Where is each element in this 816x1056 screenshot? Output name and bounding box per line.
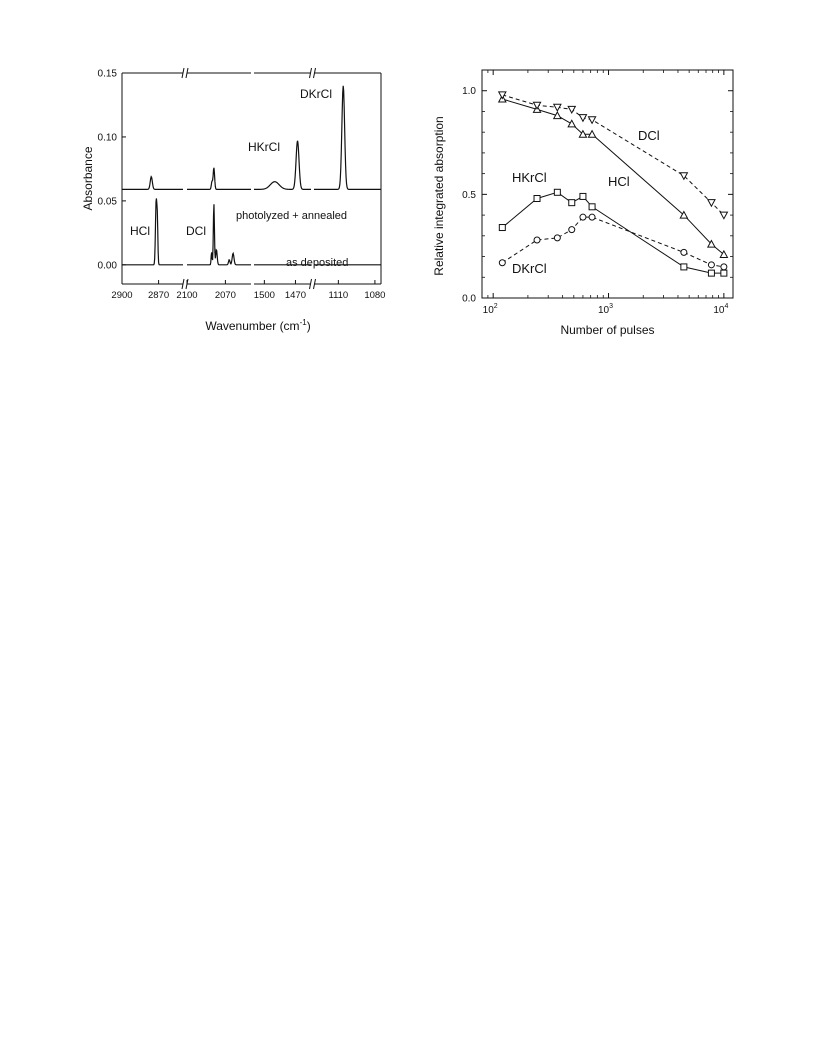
absorbance-spectrum-chart: [70, 58, 390, 348]
series-label-dkrcl: DKrCl: [512, 261, 547, 276]
data-point-dcl: [568, 106, 575, 113]
data-point-hkrcl: [534, 196, 540, 202]
data-point-dkrcl: [681, 249, 687, 255]
annotation-label: HKrCl: [248, 140, 280, 154]
x-tick-label: $10^3$: [598, 303, 614, 316]
series-label-hcl: HCl: [608, 174, 630, 189]
data-point-hkrcl: [569, 200, 575, 206]
x-tick-label: 2100: [176, 290, 198, 301]
x-tick-label: 1080: [364, 290, 386, 301]
series-label-dcl: DCl: [638, 128, 660, 143]
annotation-label: photolyzed + annealed: [236, 210, 348, 222]
data-point-dkrcl: [580, 214, 586, 220]
y-tick-label: 0.00: [97, 260, 117, 272]
annotation-label: as deposited: [286, 257, 349, 269]
data-point-dcl: [708, 200, 715, 207]
data-point-hkrcl: [554, 189, 560, 195]
annotation-label: DKrCl: [300, 87, 332, 101]
y-axis-label: Absorbance: [81, 146, 95, 211]
y-tick-label: 0.5: [462, 189, 476, 201]
x-tick-label: 2870: [148, 290, 170, 301]
x-tick-label: 1470: [284, 290, 307, 301]
data-point-dcl: [588, 117, 595, 124]
data-point-dkrcl: [721, 264, 727, 270]
data-point-hkrcl: [499, 225, 505, 231]
integrated-absorption-chart: [420, 58, 750, 348]
spectrum-line-photolyzed: [187, 168, 251, 190]
x-axis-label: Number of pulses: [560, 323, 655, 337]
series-label-hkrcl: HKrCl: [512, 170, 547, 185]
data-point-hkrcl: [580, 193, 586, 199]
data-point-hkrcl: [681, 264, 687, 270]
y-tick-label: 0.10: [97, 132, 117, 144]
data-point-dkrcl: [554, 235, 560, 241]
x-tick-label: 2070: [214, 290, 236, 301]
data-point-dkrcl: [499, 260, 505, 266]
x-tick-label: 1500: [253, 290, 275, 301]
data-point-hcl: [568, 120, 575, 127]
spectrum-line-photolyzed: [122, 177, 183, 190]
data-point-hkrcl: [708, 270, 714, 276]
y-axis-label: Relative integrated absorption: [432, 116, 446, 276]
data-point-dkrcl: [708, 262, 714, 268]
x-axis-label: Wavenumber $(cm^{-1})$: [205, 318, 311, 333]
y-tick-label: 0.15: [97, 68, 117, 80]
data-point-hkrcl: [589, 204, 595, 210]
data-point-dcl: [720, 212, 727, 219]
x-tick-label: $10^4$: [713, 303, 729, 316]
data-point-dkrcl: [589, 214, 595, 220]
data-point-hkrcl: [721, 270, 727, 276]
data-point-dkrcl: [569, 227, 575, 233]
x-tick-label: 2900: [111, 290, 133, 301]
annotation-label: HCl: [130, 224, 150, 238]
y-tick-label: 0.05: [97, 196, 117, 208]
annotation-label: DCl: [186, 224, 206, 238]
spectrum-line-photolyzed: [314, 86, 381, 190]
x-tick-label: $10^2$: [482, 303, 498, 316]
y-tick-label: 1.0: [462, 86, 476, 98]
x-tick-label: 1110: [328, 290, 349, 301]
y-tick-label: 0.0: [462, 293, 476, 305]
data-point-dkrcl: [534, 237, 540, 243]
